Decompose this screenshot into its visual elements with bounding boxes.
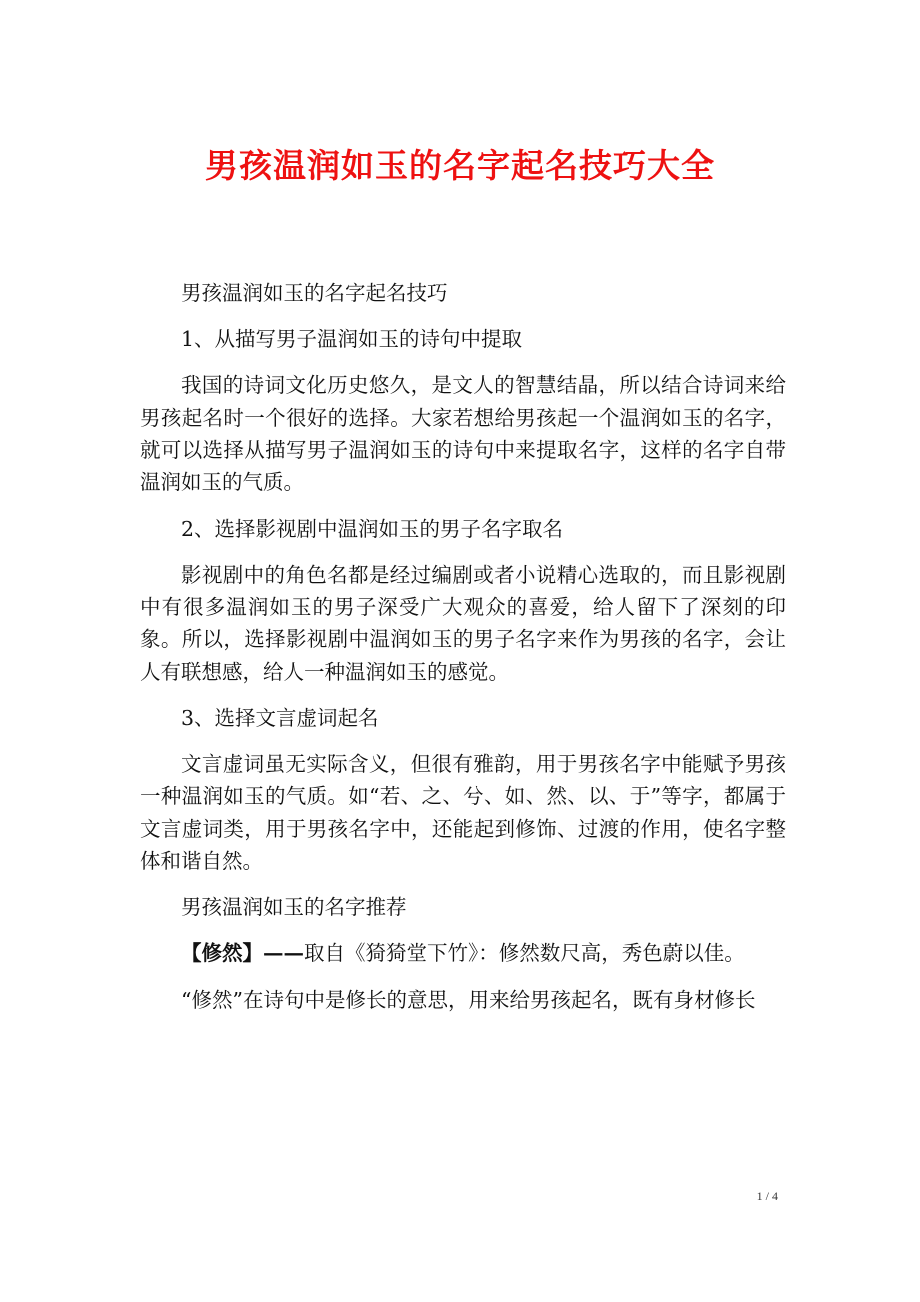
- name-entry: [140, 937, 786, 969]
- document-body: [140, 277, 786, 1016]
- name-entry-term: 【修然】——: [181, 941, 304, 966]
- subsection-heading: 2、选择影视剧中温润如玉的男子名字取名: [181, 516, 564, 541]
- name-entry-text: 取自《猗猗堂下竹》：修然数尺高，秀色蔚以佳。: [304, 941, 745, 966]
- section-heading: 男孩温润如玉的名字起名技巧: [181, 281, 448, 305]
- body-paragraph: “修然”在诗句中是修长的意思，用来给男孩起名，既有身材修长: [181, 987, 756, 1012]
- subsection-heading: 3、选择文言虚词起名: [181, 705, 379, 730]
- body-paragraph: 我国的诗词文化历史悠久，是文人的智慧结晶，所以结合诗词来给男孩起名时一个很好的选择。大家若想给男孩起一个温润如玉的名字，就可以选择从描写男子温润如玉的诗句中来提取名字，这样的名字自带温润如玉的气质。: [140, 373, 786, 495]
- section-heading: 男孩温润如玉的名字推荐: [181, 895, 407, 920]
- body-paragraph: 文言虚词虽无实际含义，但很有雅韵，用于男孩名字中能赋予男孩一种温润如玉的气质。如“若、之、兮、如、然、以、于”等字，都属于文言虚词类，用于男孩名字中，还能起到修饰、过渡的作用，使名字整体和谐自然。: [140, 752, 786, 874]
- document-title: 男孩温润如玉的名字起名技巧大全: [205, 146, 715, 185]
- page-number: 1 / 4: [756, 1189, 778, 1203]
- body-paragraph: 影视剧中的角色名都是经过编剧或者小说精心选取的，而且影视剧中有很多温润如玉的男子深受广大观众的喜爱，给人留下了深刻的印象。所以，选择影视剧中温润如玉的男子名字来作为男孩的名字，会让人有联想感，给人一种温润如玉的感觉。: [140, 562, 786, 684]
- subsection-heading: 1、从描写男子温润如玉的诗句中提取: [181, 327, 523, 352]
